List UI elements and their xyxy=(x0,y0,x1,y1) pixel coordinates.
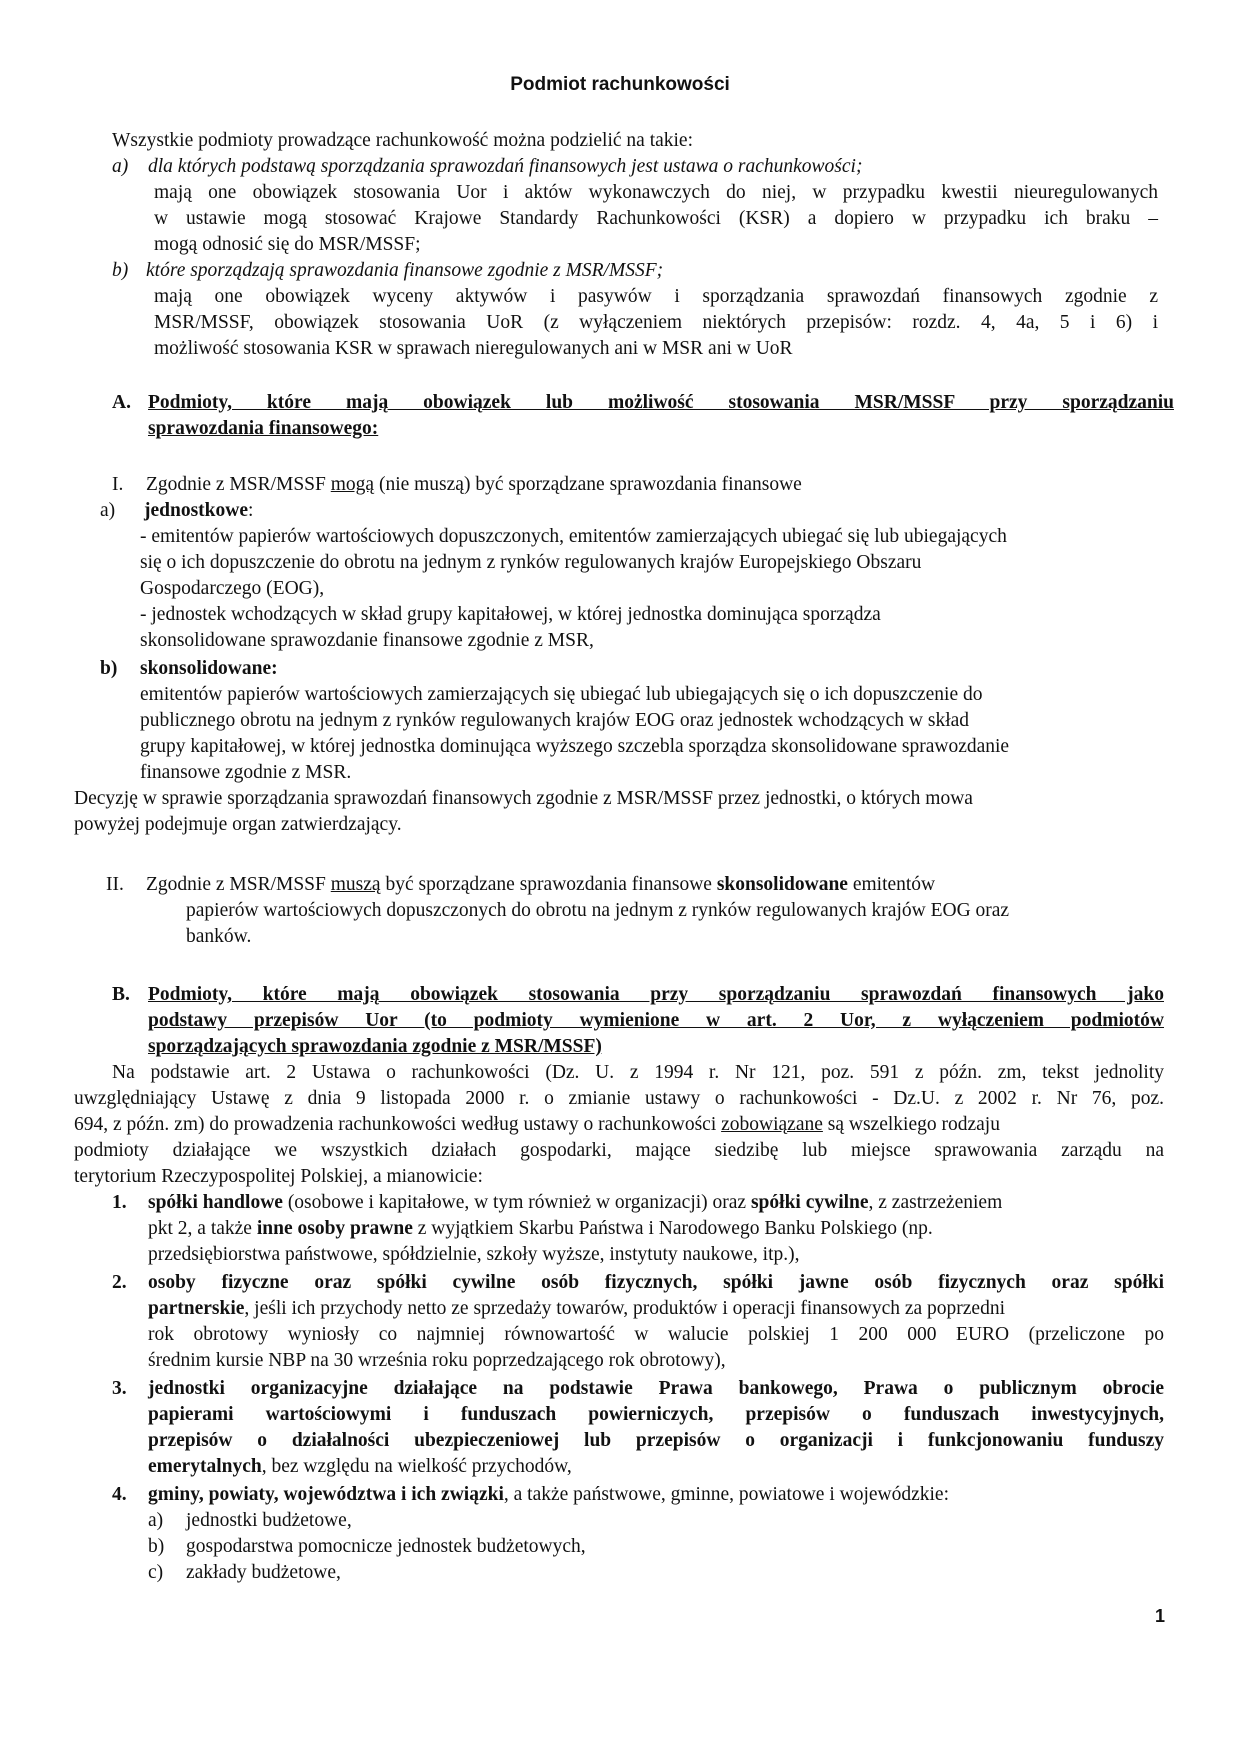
type-b-line: mają one obowiązek wyceny aktywów i pasywów i sporządzania sprawozdań finansowych zgodnie z xyxy=(154,286,1158,307)
item-4-sub-text: gospodarstwa pomocnicze jednostek budżetowych, xyxy=(186,1536,586,1557)
intro-text: Wszystkie podmioty prowadzące rachunkowość można podzielić na takie: xyxy=(112,130,694,151)
item-1-line: pkt 2, a także inne osoby prawne z wyjątkiem Skarbu Państwa i Narodowego Banku Polskiego (np. xyxy=(148,1218,933,1239)
item-4-sub-label: b) xyxy=(148,1536,165,1557)
type-a-heading: dla których podstawą sporządzania sprawozdań finansowych jest ustawa o rachunkowości; xyxy=(148,156,863,177)
sub-b-line: finansowe zgodnie z MSR. xyxy=(140,762,352,783)
item-4-sub-label: a) xyxy=(148,1510,164,1531)
sub-a-label: a) xyxy=(100,500,116,521)
roman-ii-label: II. xyxy=(106,874,124,895)
item-3-line: emerytalnych, bez względu na wielkość przychodów, xyxy=(148,1456,572,1477)
item-3-line: papierami wartościowymi i funduszach powierniczych, przepisów o funduszach inwestycyjnych, xyxy=(148,1404,1164,1425)
item-2-line: osoby fizyczne oraz spółki cywilne osób fizycznych, spółki jawne osób fizycznych oraz spółki xyxy=(148,1272,1164,1293)
sub-b-label: b) xyxy=(100,658,118,679)
type-b-line: możliwość stosowania KSR w sprawach nieregulowanych ani w MSR ani w UoR xyxy=(154,338,793,359)
sub-b-line: grupy kapitałowej, w której jednostka dominująca wyższego szczebla sporządza skonsolidowane sprawozdanie xyxy=(140,736,1010,757)
section-b-para-line: terytorium Rzeczypospolitej Polskiej, a mianowicie: xyxy=(74,1166,483,1187)
type-b-line: MSR/MSSF, obowiązek stosowania UoR (z wyłączeniem niektórych przepisów: rozdz. 4, 4a, 5 i 6) i xyxy=(154,312,1158,333)
decision-line: Decyzję w sprawie sporządzania sprawozdań finansowych zgodnie z MSR/MSSF przez jednostki, o których mowa xyxy=(74,788,973,809)
type-a-label: a) xyxy=(112,156,129,177)
item-4-sub-text: jednostki budżetowe, xyxy=(186,1510,352,1531)
item-3-line: przepisów o działalności ubezpieczeniowej lub przepisów o organizacji i funkcjonowaniu funduszy xyxy=(148,1430,1164,1451)
item-2-line: średnim kursie NBP na 30 września roku poprzedzającego rok obrotowy), xyxy=(148,1350,726,1371)
section-b-heading: podstawy przepisów Uor (to podmioty wymienione w art. 2 Uor, z wyłączeniem podmiotów xyxy=(148,1010,1164,1031)
roman-i-label: I. xyxy=(112,474,124,495)
item-4-sub-text: zakłady budżetowe, xyxy=(186,1562,341,1583)
sub-a-heading: jednostkowe: xyxy=(144,500,254,521)
roman-ii-line: papierów wartościowych dopuszczonych do obrotu na jednym z rynków regulowanych krajów EOG oraz xyxy=(186,900,1010,921)
item-2-line: partnerskie, jeśli ich przychody netto ze sprzedaży towarów, produktów i operacji finansowych za poprzedni xyxy=(148,1298,1006,1319)
type-b-heading: które sporządzają sprawozdania finansowe zgodnie z MSR/MSSF; xyxy=(146,260,664,281)
decision-line: powyżej podejmuje organ zatwierdzający. xyxy=(74,814,402,835)
section-a-heading: sprawozdania finansowego: xyxy=(148,418,379,439)
sub-a-line: - jednostek wchodzących w skład grupy kapitałowej, w której jednostka dominująca sporządza xyxy=(140,604,881,625)
item-2-line: rok obrotowy wyniosły co najmniej równowartość w walucie polskiej 1 200 000 EURO (przeliczone po xyxy=(148,1324,1164,1345)
section-b-label: B. xyxy=(112,984,130,1005)
page-number: 1 xyxy=(1154,1606,1165,1626)
roman-i-text: Zgodnie z MSR/MSSF mogą (nie muszą) być sporządzane sprawozdania finansowe xyxy=(146,474,802,495)
item-4-sub-label: c) xyxy=(148,1562,164,1583)
sub-a-line: - emitentów papierów wartościowych dopuszczonych, emitentów zamierzających ubiegać się lub ubiegających xyxy=(140,526,1007,547)
item-2-number: 2. xyxy=(112,1272,127,1293)
section-a-heading: Podmioty, które mają obowiązek lub możliwość stosowania MSR/MSSF przy sporządzaniu xyxy=(148,392,1174,413)
type-a-line: w ustawie mogą stosować Krajowe Standardy Rachunkowości (KSR) a dopiero w przypadku ich braku – xyxy=(154,208,1158,229)
sub-a-line: się o ich dopuszczenie do obrotu na jednym z rynków regulowanych krajów Europejskiego Obszaru xyxy=(140,552,922,573)
sub-b-heading: skonsolidowane: xyxy=(140,658,278,679)
sub-b-line: emitentów papierów wartościowych zamierzających się ubiegać lub ubiegających się o ich dopuszczenie do xyxy=(140,684,983,705)
section-b-para-line: podmioty działające we wszystkich działach gospodarki, mające siedzibę lub miejsce sprawowania zarządu na xyxy=(74,1140,1164,1161)
page-title: Podmiot rachunkowości xyxy=(510,74,730,95)
item-1-line: spółki handlowe (osobowe i kapitałowe, w tym również w organizacji) oraz spółki cywilne, z zastrzeżeniem xyxy=(148,1192,1003,1213)
item-4-number: 4. xyxy=(112,1484,127,1505)
section-b-heading: sporządzających sprawozdania zgodnie z MSR/MSSF) xyxy=(148,1036,602,1057)
sub-a-line: Gospodarczego (EOG), xyxy=(140,578,325,599)
item-1-line: przedsiębiorstwa państwowe, spółdzielnie, szkoły wyższe, instytuty naukowe, itp.), xyxy=(148,1244,800,1265)
section-b-heading: Podmioty, które mają obowiązek stosowania przy sporządzaniu sprawozdań finansowych jako xyxy=(148,984,1164,1005)
section-b-para-line: 694, z późn. zm) do prowadzenia rachunkowości według ustawy o rachunkowości zobowiązane są wszelkiego rodzaju xyxy=(74,1114,1000,1135)
emphasis-musza: muszą xyxy=(330,874,381,895)
type-a-line: mają one obowiązek stosowania Uor i aktów wykonawczych do niej, w przypadku kwestii nieuregulowanych xyxy=(154,182,1158,203)
sub-b-line: publicznego obrotu na jednym z rynków regulowanych krajów EOG oraz jednostek wchodzących w skład xyxy=(140,710,970,731)
item-1-number: 1. xyxy=(112,1192,127,1213)
roman-ii-line: banków. xyxy=(186,926,252,947)
section-b-para-line: Na podstawie art. 2 Ustawa o rachunkowości (Dz. U. z 1994 r. Nr 121, poz. 591 z późn. zm, tekst jednolity xyxy=(112,1062,1164,1083)
type-a-line: mogą odnosić się do MSR/MSSF; xyxy=(154,234,421,255)
emphasis-zobowiazane: zobowiązane xyxy=(721,1114,823,1135)
section-a-label: A. xyxy=(112,392,131,413)
emphasis-moga: mogą xyxy=(330,474,375,495)
section-b-para-line: uwzględniający Ustawę z dnia 9 listopada 2000 r. o zmianie ustawy o rachunkowości - Dz.U. z 2002 r. Nr 76, poz. xyxy=(74,1088,1164,1109)
sub-a-line: skonsolidowane sprawozdanie finansowe zgodnie z MSR, xyxy=(140,630,594,651)
item-3-number: 3. xyxy=(112,1378,127,1399)
item-4-line: gminy, powiaty, województwa i ich związki, a także państwowe, gminne, powiatowe i wojewódzkie: xyxy=(148,1484,949,1505)
roman-ii-text: Zgodnie z MSR/MSSF muszą być sporządzane sprawozdania finansowe skonsolidowane emitentów xyxy=(146,874,936,895)
type-b-label: b) xyxy=(112,260,129,281)
item-3-line: jednostki organizacyjne działające na podstawie Prawa bankowego, Prawa o publicznym obrocie xyxy=(148,1378,1164,1399)
